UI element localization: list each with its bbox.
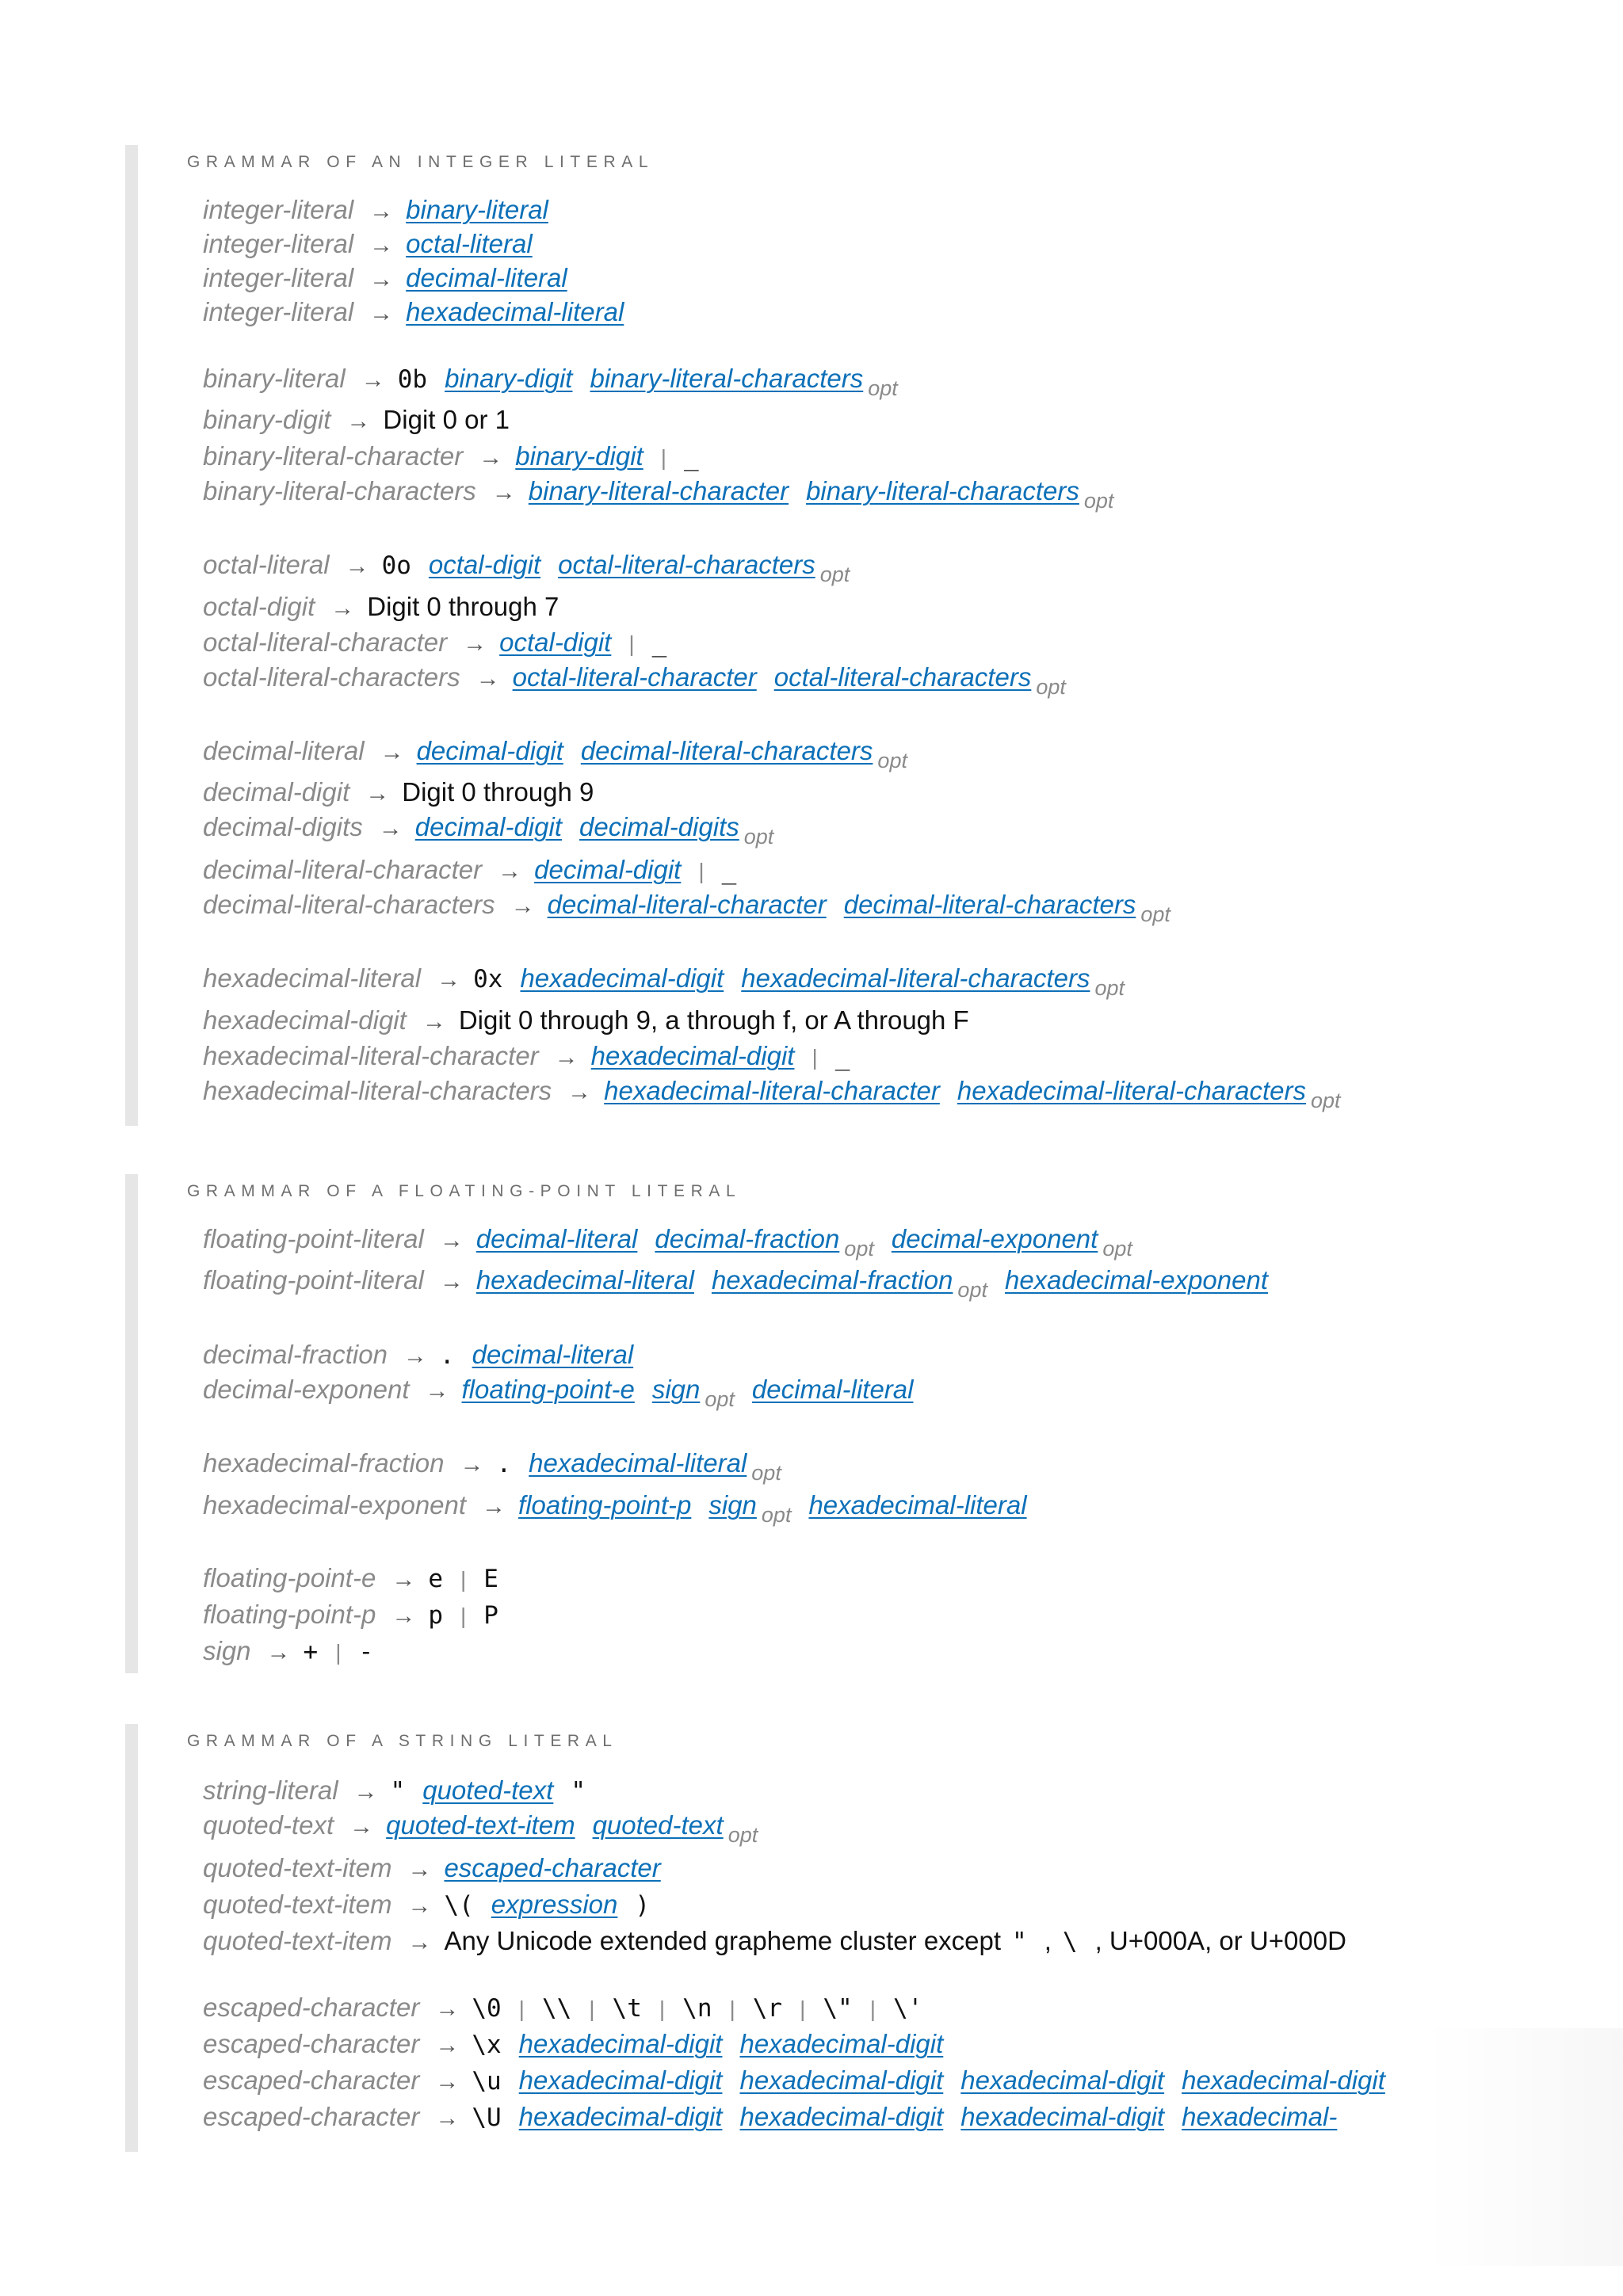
rule-name: integer-literal [203,263,354,292]
rule-name: binary-digit [203,405,331,434]
arrow-icon: → [369,232,394,258]
optional-marker: opt [1140,902,1170,926]
grammar-link[interactable]: quoted-text [592,1810,724,1840]
literal-token: \ [1062,1928,1078,1956]
grammar-link[interactable]: escaped-character [444,1853,661,1882]
arrow-icon: → [491,479,516,505]
arrow-icon: → [407,1893,432,1919]
alternative-separator: | [460,1604,467,1628]
arrow-icon: → [510,893,535,919]
rule-name: hexadecimal-literal [203,963,422,993]
literal-token: " [1012,1928,1027,1956]
literal-token: \U [472,2103,502,2132]
grammar-link[interactable]: hexadecimal-literal-characters [957,1076,1307,1105]
description-text: Digit 0 through 7 [367,592,559,621]
grammar-rule [203,262,585,294]
literal-token: \( [444,1891,474,1920]
grammar-rule [203,1264,1285,1302]
optional-marker: opt [705,1387,735,1411]
literal-token: \t [612,1994,642,2023]
rule-name: hexadecimal-exponent [203,1490,467,1520]
arrow-icon: → [353,1779,378,1805]
rule-name: quoted-text [203,1810,334,1840]
grammar-rule [203,1889,667,1920]
section-title: GRAMMAR OF A FLOATING-POINT LITERAL [187,1182,742,1200]
alternative-separator: | [729,1997,735,2021]
grammar-rule [203,2028,960,2060]
description-text: Digit 0 through 9, a through f, or A through F [458,1005,969,1035]
floating-point-literal-grammar-section [125,1174,1472,1673]
literal-token: P [483,1601,498,1630]
literal-token: 0o [381,551,411,580]
grammar-link[interactable]: sign [651,1375,701,1404]
grammar-rule [203,889,1188,926]
grammar-rule [203,1374,930,1411]
grammar-link[interactable]: sign [708,1490,757,1520]
rule-name: decimal-literal-character [203,855,483,884]
alternative-separator: | [335,1640,342,1665]
arrow-icon: → [391,1566,416,1592]
literal-token: . [439,1341,455,1370]
literal-token: E [483,1565,498,1593]
literal-token: . [496,1450,512,1478]
arrow-icon: → [349,1814,374,1840]
rule-name: hexadecimal-literal-characters [203,1076,552,1105]
grammar-link[interactable]: hexadecimal-literal [808,1490,1027,1520]
rule-name: quoted-text-item [203,1853,392,1882]
optional-marker: opt [1094,976,1125,1000]
grammar-rule [203,1852,678,1884]
grammar-link[interactable]: binary-literal [406,195,548,224]
alternative-separator: | [460,1567,467,1592]
grammar-link[interactable]: decimal-fraction [655,1224,840,1253]
grammar-link[interactable]: decimal-literal-characters [580,736,873,765]
grammar-link[interactable]: hexadecimal-literal-characters [741,963,1090,993]
literal-token: " [571,1777,586,1806]
optional-marker: opt [1083,489,1114,513]
arrow-icon: → [437,967,461,993]
rule-name: octal-literal-characters [203,662,460,692]
arrow-icon: → [403,1343,427,1369]
literal-token: p [428,1601,443,1630]
grammar-link[interactable]: decimal-digit [416,736,563,765]
rule-name: quoted-text-item [203,1890,392,1919]
literal-token: _ [683,443,699,471]
rule-name: octal-digit [203,592,315,621]
grammar-link[interactable]: hexadecimal-literal [475,1265,694,1295]
optional-marker: opt [844,1237,874,1261]
rule-name: decimal-exponent [203,1375,410,1404]
description-text: , [1044,1926,1052,1955]
grammar-link[interactable]: hexadecimal-digit [520,963,724,993]
arrow-icon: → [554,1044,579,1070]
description-text: , U+000A, or U+000D [1094,1926,1346,1955]
literal-token: ) [635,1891,651,1920]
grammar-rule [203,963,1142,1000]
arrow-icon: → [435,2069,460,2095]
alternative-separator: | [698,859,705,883]
grammar-link[interactable]: binary-digit [445,364,573,393]
grammar-rule [203,735,925,772]
arrow-icon: → [380,739,404,765]
grammar-rule [203,441,716,472]
rule-name: integer-literal [203,229,354,258]
grammar-link[interactable]: quoted-text-item [386,1810,575,1840]
grammar-rule [203,1925,1358,1957]
grammar-link[interactable]: decimal-literal [475,1224,638,1253]
literal-token: 0x [473,965,503,994]
grammar-rule [203,194,566,226]
rule-name: hexadecimal-digit [203,1005,407,1035]
rule-name: decimal-literal [203,736,365,765]
grammar-link[interactable]: expression [491,1890,618,1919]
arrow-icon: → [439,1268,464,1295]
arrow-icon: → [345,553,369,579]
literal-token: \' [892,1994,923,2023]
grammar-rule [203,296,641,328]
alternative-separator: | [659,1997,666,2021]
optional-marker: opt [761,1503,792,1527]
grammar-link[interactable]: octal-literal [406,229,533,258]
grammar-rule [203,1223,1150,1261]
alternative-separator: | [628,631,635,656]
literal-token: e [428,1565,443,1593]
grammar-rule [203,811,791,849]
string-literal-grammar-section [125,1724,1472,2152]
alternative-separator: | [869,1997,876,2021]
literal-token: \0 [472,1994,502,2023]
rule-name: sign [203,1636,251,1665]
rule-name: hexadecimal-literal-character [203,1041,539,1070]
arrow-icon: → [407,1856,432,1882]
grammar-link[interactable]: hexadecimal-digit [960,2065,1165,2095]
rule-name: floating-point-e [203,1563,376,1592]
grammar-rule [203,1040,867,1072]
arrow-icon: → [361,367,385,393]
alternative-separator: | [812,1045,818,1070]
arrow-icon: → [435,1996,460,2022]
grammar-rule [203,591,570,623]
rule-name: decimal-literal-characters [203,890,495,919]
rule-name: decimal-digits [203,812,363,841]
arrow-icon: → [369,198,394,224]
optional-marker: opt [727,1823,758,1847]
grammar-rule [203,1562,516,1594]
rule-name: octal-literal-character [203,627,448,657]
grammar-link[interactable]: octal-literal-character [512,662,757,692]
grammar-rule [203,1599,516,1630]
grammar-rule [203,363,915,400]
description-text: Digit 0 through 9 [402,777,594,807]
literal-token: \u [472,2067,502,2096]
arrow-icon: → [330,595,355,621]
literal-token: \r [752,1994,783,2023]
grammar-link[interactable]: octal-digit [499,627,612,657]
literal-token: + [303,1638,319,1666]
grammar-link[interactable]: hexadecimal-digit [960,2102,1165,2131]
grammar-link[interactable]: binary-literal-characters [806,476,1079,505]
arrow-icon: → [391,1603,416,1629]
alternative-separator: | [800,1997,806,2021]
optional-marker: opt [743,825,774,849]
grammar-link[interactable]: hexadecimal-digit [518,2102,723,2131]
arrow-icon: → [266,1639,291,1665]
grammar-link[interactable]: binary-literal-character [528,476,789,505]
grammar-link[interactable]: hexadecimal-digit [518,2065,723,2095]
grammar-link[interactable]: decimal-literal [472,1340,634,1369]
arrow-icon: → [407,1929,432,1955]
alternative-separator: | [518,1997,525,2021]
optional-marker: opt [1102,1237,1132,1261]
grammar-link[interactable]: hexadecimal-digit [1182,2065,1385,2095]
grammar-link[interactable]: floating-point-p [518,1490,692,1520]
literal-token: 0b [397,365,428,394]
rule-name: hexadecimal-fraction [203,1448,445,1478]
grammar-link[interactable]: hexadecimal-exponent [1004,1265,1269,1295]
arrow-icon: → [475,666,500,692]
rule-name: floating-point-p [203,1600,376,1629]
literal-token: \\ [541,1994,572,2023]
grammar-link[interactable]: hexadecimal-digit [739,2102,944,2131]
grammar-link[interactable]: hexadecimal-digit [739,2029,944,2058]
arrow-icon: → [425,1378,449,1404]
rule-name: integer-literal [203,195,354,224]
grammar-rule [203,662,1083,699]
grammar-rule [203,2065,1403,2096]
arrow-icon: → [346,408,371,434]
grammar-link[interactable]: decimal-literal [751,1375,914,1404]
grammar-rule [203,2101,1354,2133]
grammar-link[interactable]: decimal-digit [414,812,562,841]
grammar-rule [203,1810,775,1847]
arrow-icon: → [460,1451,484,1478]
grammar-rule [203,228,550,260]
description-text: Digit 0 or 1 [383,405,510,434]
optional-marker: opt [819,563,850,586]
grammar-link[interactable]: quoted-text [422,1775,554,1805]
optional-marker: opt [957,1278,987,1302]
grammar-link[interactable]: decimal-digit [534,855,682,884]
grammar-link[interactable]: floating-point-e [461,1375,635,1404]
grammar-link[interactable]: binary-literal-characters [590,364,864,393]
grammar-rule [203,1005,980,1036]
rule-name: binary-literal [203,364,346,393]
alternative-separator: | [660,445,666,470]
optional-marker: opt [1311,1089,1341,1112]
optional-marker: opt [868,376,898,400]
grammar-link[interactable]: hexadecimal-literal [406,297,624,326]
section-title: GRAMMAR OF AN INTEGER LITERAL [187,153,655,171]
grammar-link[interactable]: binary-digit [515,441,643,471]
grammar-link[interactable]: hexadecimal-literal [529,1448,747,1478]
arrow-icon: → [365,780,390,807]
grammar-link[interactable]: octal-literal-characters [773,662,1032,692]
rule-name: escaped-character [203,2065,420,2095]
rule-name: octal-literal [203,550,330,579]
rule-name: decimal-digit [203,777,350,807]
grammar-rule [203,549,867,586]
literal-token: \" [823,1994,853,2023]
arrow-icon: → [369,266,394,292]
rule-name: escaped-character [203,2029,420,2058]
literal-token: " [390,1777,406,1806]
arrow-icon: → [439,1227,464,1253]
grammar-rule [203,1489,1044,1527]
arrow-icon: → [435,2105,460,2131]
grammar-link[interactable]: decimal-exponent [891,1224,1098,1253]
arrow-icon: → [567,1079,592,1105]
integer-literal-grammar-section [125,145,1472,1126]
arrow-icon: → [482,1493,506,1520]
grammar-link[interactable]: hexadecimal-literal-character [604,1076,940,1105]
literal-token: \x [472,2031,502,2059]
grammar-link[interactable]: hexadecimal-digit [739,2065,944,2095]
grammar-rule [203,1992,940,2023]
section-title: GRAMMAR OF A STRING LITERAL [187,1732,618,1750]
grammar-link[interactable]: decimal-digits [579,812,739,841]
grammar-rule [203,1339,651,1371]
grammar-link[interactable]: octal-digit [428,550,541,579]
grammar-rule [203,854,754,886]
arrow-icon: → [435,2032,460,2058]
rule-name: floating-point-literal [203,1265,424,1295]
arrow-icon: → [463,631,487,657]
grammar-link[interactable]: octal-literal-characters [558,550,815,579]
grammar-rule [203,475,1131,513]
grammar-link[interactable]: hexadecimal-fraction [711,1265,953,1295]
arrow-icon: → [498,858,522,884]
rule-name: binary-literal-character [203,441,464,471]
rule-name: binary-literal-characters [203,476,476,505]
literal-token: \n [682,1994,712,2023]
grammar-rule [203,1447,799,1485]
rule-name: integer-literal [203,297,354,326]
grammar-link[interactable]: hexadecimal-digit [590,1041,795,1070]
alternative-separator: | [589,1997,595,2021]
optional-marker: opt [1036,675,1066,699]
rule-name: quoted-text-item [203,1926,392,1955]
grammar-link[interactable]: decimal-literal-characters [843,890,1136,919]
rule-name: escaped-character [203,1993,420,2022]
arrow-icon: → [479,444,503,471]
description-text: Any Unicode extended grapheme cluster except [444,1926,1002,1955]
literal-token: _ [721,856,737,885]
optional-marker: opt [751,1461,781,1485]
rule-name: decimal-fraction [203,1340,388,1369]
grammar-rule [203,404,521,436]
grammar-rule [203,776,605,808]
arrow-icon: → [422,1009,446,1035]
grammar-rule [203,1075,1358,1112]
grammar-link[interactable]: decimal-literal-character [547,890,827,919]
grammar-link[interactable]: hexadecimal-digit [518,2029,723,2058]
literal-token: _ [834,1043,850,1071]
optional-marker: opt [877,749,907,772]
grammar-link[interactable]: decimal-literal [406,263,567,292]
grammar-rule [203,627,684,658]
arrow-icon: → [369,300,394,326]
grammar-link[interactable]: hexadecimal- [1182,2102,1338,2131]
grammar-rule [203,1635,391,1667]
literal-token: - [358,1638,374,1666]
literal-token: _ [651,629,667,658]
grammar-rule [203,1775,603,1806]
arrow-icon: → [378,815,403,841]
rule-name: string-literal [203,1775,338,1805]
rule-name: escaped-character [203,2102,420,2131]
rule-name: floating-point-literal [203,1224,424,1253]
